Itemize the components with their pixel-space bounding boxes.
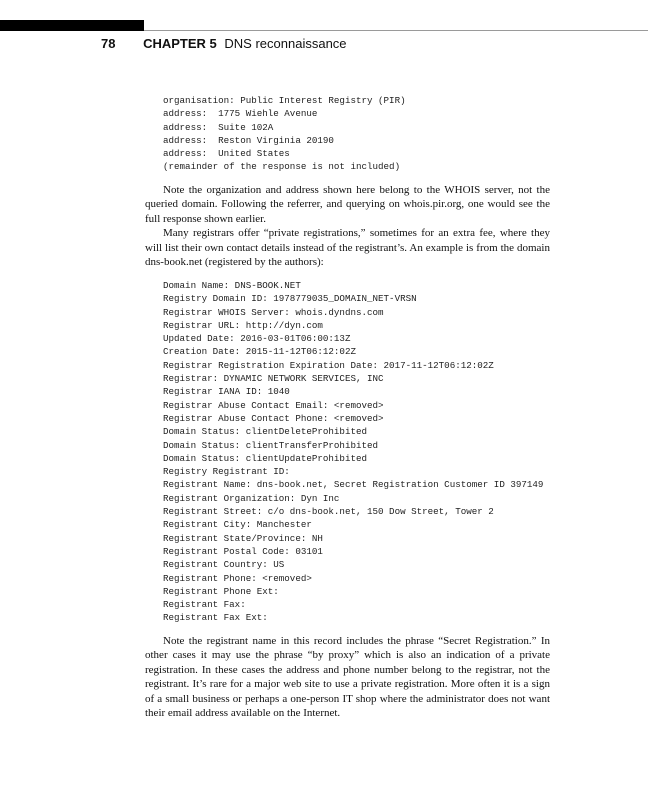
code-line: Domain Status: clientUpdateProhibited <box>163 452 367 464</box>
code-line: Domain Name: DNS-BOOK.NET <box>163 280 301 291</box>
running-head <box>101 36 347 52</box>
code-line: Registrant Fax: <box>163 599 246 611</box>
code-line: Updated Date: 2016-03-01T06:00:13Z <box>163 333 351 345</box>
code-line: Registry Domain ID: 1978779035_DOMAIN_NET-VRSN <box>163 293 417 305</box>
code-line: Registrar URL: http://dyn.com <box>163 319 323 331</box>
code-line: address: United States <box>163 148 290 160</box>
code-line: Registrant Postal Code: 03101 <box>163 545 323 557</box>
code-line: Creation Date: 2015-11-12T06:12:02Z <box>163 346 356 358</box>
page-number: 78 <box>101 36 116 51</box>
code-line: Registrant Name: dns-book.net, Secret Registration Customer ID 397149 <box>163 479 544 491</box>
code-line: (remainder of the response is not included) <box>163 161 401 173</box>
chapter-label: CHAPTER 5 <box>143 36 217 51</box>
code-line: Registrar WHOIS Server: whois.dyndns.com <box>163 306 384 318</box>
code-line: Registrar Abuse Contact Email: <removed> <box>163 399 384 411</box>
code-line: address: 1775 Wiehle Avenue <box>163 108 318 120</box>
code-line: Registrant Organization: Dyn Inc <box>163 492 340 504</box>
code-line: Registrant Phone Ext: <box>163 585 279 597</box>
code-line: Registrant City: Manchester <box>163 519 312 531</box>
code-line: address: Suite 102A <box>163 121 274 133</box>
code-line: Registrant Phone: <removed> <box>163 572 312 584</box>
code-line: Registrar Registration Expiration Date: 2017-11-12T06:12:02Z <box>163 359 494 371</box>
header-rule <box>144 30 648 31</box>
body-text-section-2 <box>145 634 550 720</box>
code-line: Registrar Abuse Contact Phone: <removed> <box>163 412 384 424</box>
code-line: Registrant Country: US <box>163 559 285 571</box>
code-line: organisation: Public Interest Registry (PIR) <box>163 95 406 106</box>
header-bar <box>0 20 144 31</box>
code-line: Registrant State/Province: NH <box>163 532 323 544</box>
paragraph: Many registrars offer “private registrations,” sometimes for an extra fee, where they will list their own contact details instead of the registrant’s. An example is from the domain dns-book.net (registered by the authors): <box>145 227 550 269</box>
whois-record-code-block <box>163 279 543 625</box>
code-line: Domain Status: clientDeleteProhibited <box>163 426 367 438</box>
paragraph: Note the registrant name in this record includes the phrase “Secret Registration.” In other cases it may use the phrase “by proxy” which is also an indication of a private registration. In these cases the address and phone number belong to the registrar, not the registrant. It’s rare for a major web site to use a private registration. More often it is a sign of a small business or perhaps a one-person IT shop where the administrator does not want their email address available on the Internet. <box>145 635 550 720</box>
whois-referral-code-block <box>163 94 406 174</box>
code-line: Domain Status: clientTransferProhibited <box>163 439 379 451</box>
paragraph: Note the organization and address shown here belong to the WHOIS server, not the queried domain. Following the referrer, and querying on whois.pir.org, one would see the full response shown earlier. <box>145 184 550 225</box>
body-text-section-1 <box>145 183 550 269</box>
code-line: Registrar: DYNAMIC NETWORK SERVICES, INC <box>163 373 384 385</box>
code-line: Registry Registrant ID: <box>163 466 290 478</box>
code-line: Registrant Fax Ext: <box>163 612 268 624</box>
code-line: address: Reston Virginia 20190 <box>163 134 334 146</box>
chapter-title: DNS reconnaissance <box>224 36 347 51</box>
code-line: Registrant Street: c/o dns-book.net, 150 Dow Street, Tower 2 <box>163 506 494 518</box>
code-line: Registrar IANA ID: 1040 <box>163 386 290 398</box>
